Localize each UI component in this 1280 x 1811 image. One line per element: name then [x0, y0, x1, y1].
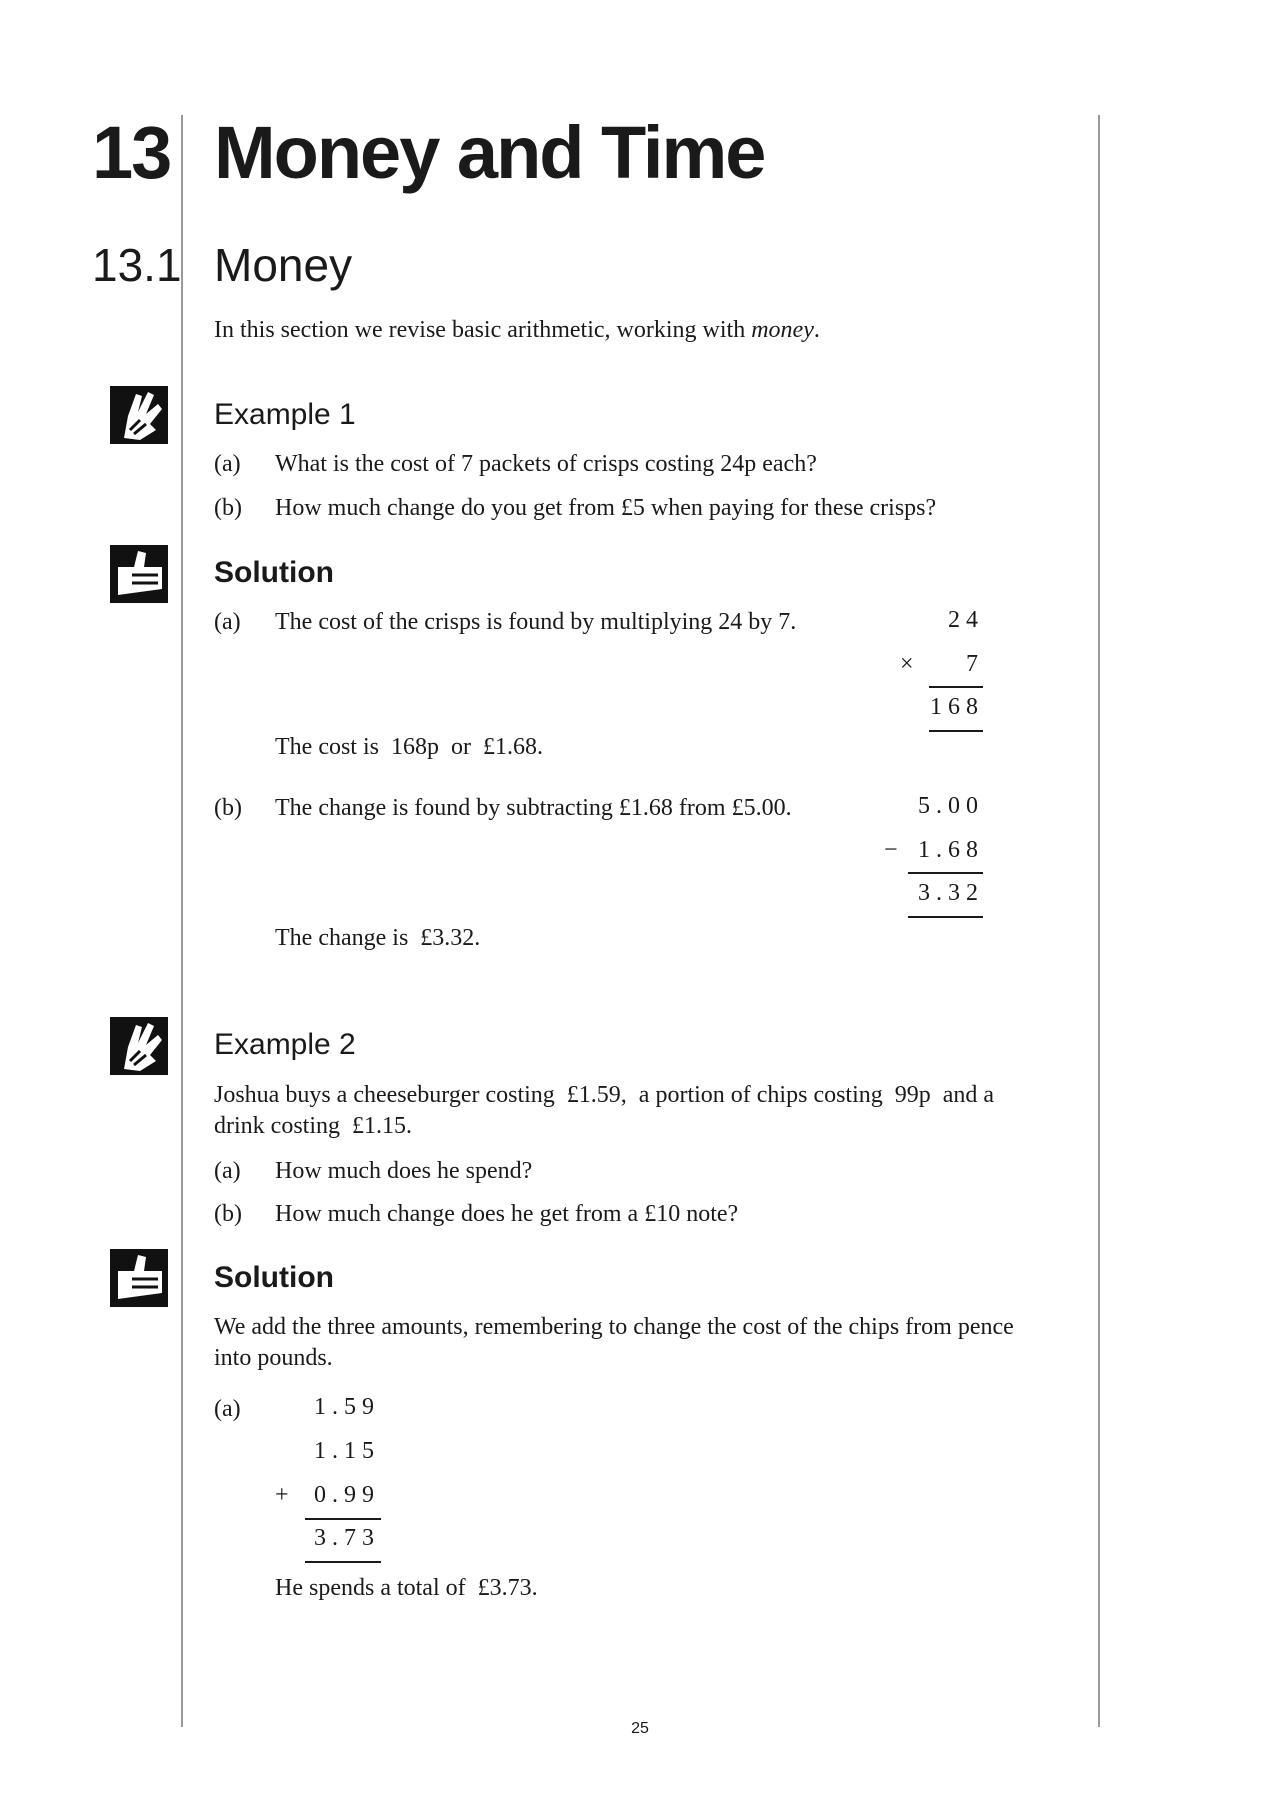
- solution-1-part-a-label: (a): [214, 609, 241, 635]
- subtraction-top: 5.00: [918, 793, 984, 819]
- example-1-part-b-label: (b): [214, 495, 242, 521]
- right-margin-rule: [1098, 115, 1100, 1727]
- multiplication-operator: ×: [900, 651, 914, 677]
- intro-end: .: [813, 317, 820, 343]
- intro-text: In this section we revise basic arithmetic, working with: [214, 317, 752, 343]
- addition-rule: [305, 1518, 381, 1520]
- solution-1-part-a-answer: The cost is 168p or £1.68.: [275, 734, 543, 760]
- addition-result: 3.73: [314, 1525, 380, 1551]
- section-title: Money: [214, 239, 353, 291]
- hand-thumbs-up-icon: [110, 545, 168, 603]
- hand-thumbs-up-icon: [110, 1249, 168, 1307]
- example-1-part-a-label: (a): [214, 451, 241, 477]
- solution-2-part-a-label: (a): [214, 1396, 241, 1422]
- solution-1-part-b-text: The change is found by subtracting £1.68 from £5.00.: [275, 795, 792, 821]
- example-2-part-a-label: (a): [214, 1158, 241, 1184]
- addition-first: 1.59: [314, 1394, 380, 1420]
- example-2-heading: Example 2: [214, 1028, 356, 1061]
- subtraction-result-rule: [908, 916, 983, 918]
- example-2-intro-line-2: drink costing £1.15.: [214, 1113, 412, 1139]
- addition-second: 1.15: [314, 1438, 380, 1464]
- intro-emphasis: money: [751, 317, 814, 343]
- example-2-intro-line-1: Joshua buys a cheeseburger costing £1.59, a portion of chips costing 99p and a: [214, 1082, 995, 1108]
- example-1-part-b-text: How much change do you get from £5 when paying for these crisps?: [275, 495, 937, 521]
- multiplication-top: 24: [948, 607, 984, 633]
- subtraction-operator: −: [884, 837, 898, 863]
- solution-2-heading: Solution: [214, 1261, 334, 1294]
- multiplication-rule: [929, 686, 983, 688]
- addition-result-rule: [305, 1561, 381, 1563]
- section-intro: [214, 315, 820, 346]
- solution-1-part-a-text: The cost of the crisps is found by multiplying 24 by 7.: [275, 609, 797, 635]
- multiplication-second: 7: [966, 651, 984, 677]
- solution-1-heading: Solution: [214, 556, 334, 589]
- example-1-heading: Example 1: [214, 398, 356, 431]
- solution-1-part-b-label: (b): [214, 795, 242, 821]
- multiplication-result: 168: [930, 694, 984, 720]
- addition-operator: +: [275, 1482, 289, 1508]
- solution-2-intro-line-1: We add the three amounts, remembering to change the cost of the chips from pence: [214, 1314, 1014, 1340]
- solution-1-part-b-answer: The change is £3.32.: [275, 925, 481, 951]
- example-2-part-b-label: (b): [214, 1201, 242, 1227]
- section-number: 13.1: [92, 239, 182, 291]
- example-2-part-a-text: How much does he spend?: [275, 1158, 533, 1184]
- subtraction-second: 1.68: [918, 837, 984, 863]
- chapter-number: 13: [92, 111, 171, 194]
- page-number: 25: [631, 1720, 649, 1737]
- subtraction-rule: [908, 872, 983, 874]
- example-2-part-b-text: How much change does he get from a £10 note?: [275, 1201, 739, 1227]
- example-1-part-a-text: What is the cost of 7 packets of crisps costing 24p each?: [275, 451, 817, 477]
- left-margin-rule: [181, 115, 183, 1727]
- addition-third: 0.99: [314, 1482, 380, 1508]
- subtraction-result: 3.32: [918, 880, 984, 906]
- multiplication-result-rule: [929, 730, 983, 732]
- hand-pointing-icon: [110, 386, 168, 444]
- chapter-title: Money and Time: [214, 111, 765, 194]
- solution-2-part-a-answer: He spends a total of £3.73.: [275, 1575, 538, 1601]
- solution-2-intro-line-2: into pounds.: [214, 1345, 333, 1371]
- hand-pointing-icon: [110, 1017, 168, 1075]
